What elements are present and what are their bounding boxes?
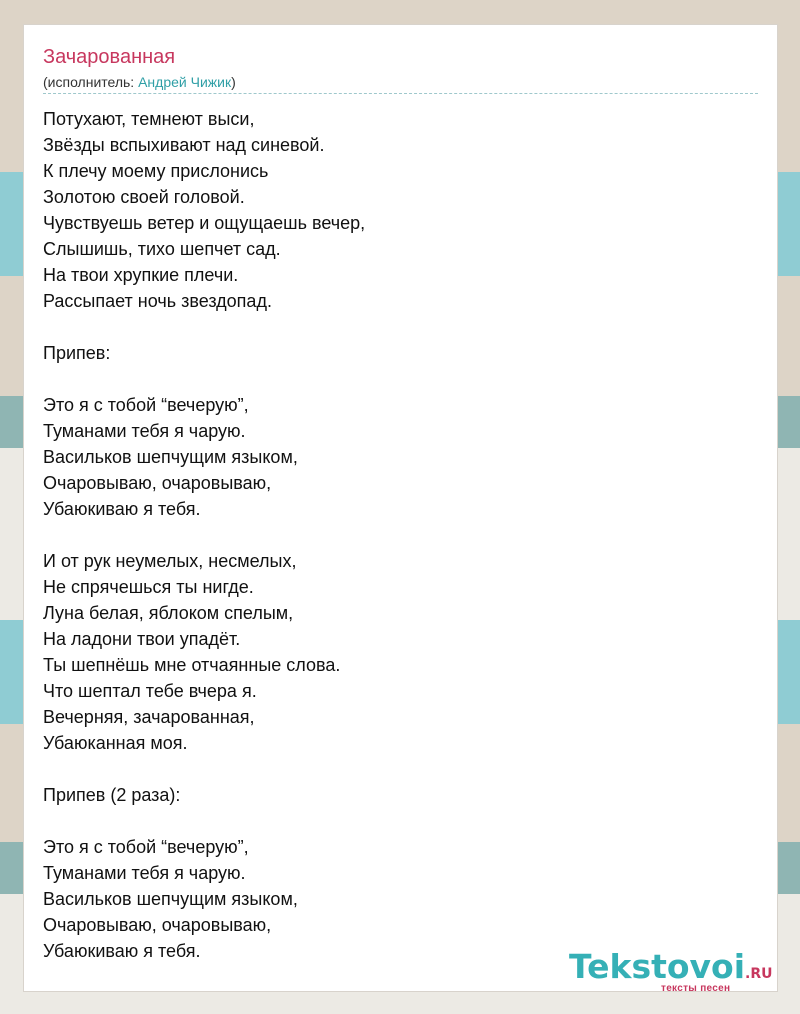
lyric-line: Убаюкиваю я тебя.	[43, 499, 201, 519]
performer-line	[43, 73, 236, 91]
lyric-line: Это я с тобой “вечерую”,	[43, 837, 249, 857]
lyric-line: Золотою своей головой.	[43, 187, 245, 207]
lyric-line: Ты шепнёшь мне отчаянные слова.	[43, 655, 341, 675]
lyric-line: Это я с тобой “вечерую”,	[43, 395, 249, 415]
lyric-line	[43, 756, 743, 782]
performer-prefix: (исполнитель:	[43, 74, 139, 90]
lyric-line: Припев:	[43, 343, 111, 363]
lyric-line: Очаровываю, очаровываю,	[43, 915, 272, 935]
lyric-line: Васильков шепчущим языком,	[43, 889, 298, 909]
lyric-line	[43, 366, 743, 392]
lyric-line	[43, 314, 743, 340]
lyric-line: Луна белая, яблоком спелым,	[43, 603, 294, 623]
performer-suffix: )	[231, 74, 236, 90]
logo-tagline: тексты песен	[661, 983, 731, 994]
lyric-line: Потухают, темнеют выси,	[43, 109, 255, 129]
lyric-line: Звёзды вспыхивают над синевой.	[43, 135, 325, 155]
lyric-line: Припев (2 раза):	[43, 785, 181, 805]
lyric-line: Туманами тебя я чарую.	[43, 863, 246, 883]
lyric-line: Не спрячешься ты нигде.	[43, 577, 254, 597]
lyric-line: Васильков шепчущим языком,	[43, 447, 298, 467]
lyric-line: На твои хрупкие плечи.	[43, 265, 239, 285]
lyric-line: Чувствуешь ветер и ощущаешь вечер,	[43, 213, 366, 233]
lyric-line: Что шептал тебе вчера я.	[43, 681, 257, 701]
lyric-line: И от рук неумелых, несмелых,	[43, 551, 297, 571]
artist-link[interactable]: Андрей Чижик	[138, 74, 232, 90]
lyric-line: Убаюканная моя.	[43, 733, 188, 753]
lyric-line: Туманами тебя я чарую.	[43, 421, 246, 441]
site-logo[interactable]	[569, 949, 779, 993]
lyric-line	[43, 522, 743, 548]
dashed-divider	[43, 93, 758, 94]
logo-name: Tekstovoi	[569, 947, 746, 986]
lyric-line: К плечу моему прислонись	[43, 161, 269, 181]
lyric-line: На ладони твои упадёт.	[43, 629, 241, 649]
logo-tld: .RU	[745, 966, 773, 982]
lyric-line: Убаюкиваю я тебя.	[43, 941, 201, 961]
lyrics-text	[43, 106, 743, 964]
lyric-line: Рассыпает ночь звездопад.	[43, 291, 272, 311]
lyrics-card	[23, 24, 778, 992]
lyric-line: Вечерняя, зачарованная,	[43, 707, 255, 727]
lyric-line: Очаровываю, очаровываю,	[43, 473, 272, 493]
lyric-line	[43, 808, 743, 834]
song-title: Зачарованная	[43, 46, 176, 68]
lyric-line: Слышишь, тихо шепчет сад.	[43, 239, 281, 259]
